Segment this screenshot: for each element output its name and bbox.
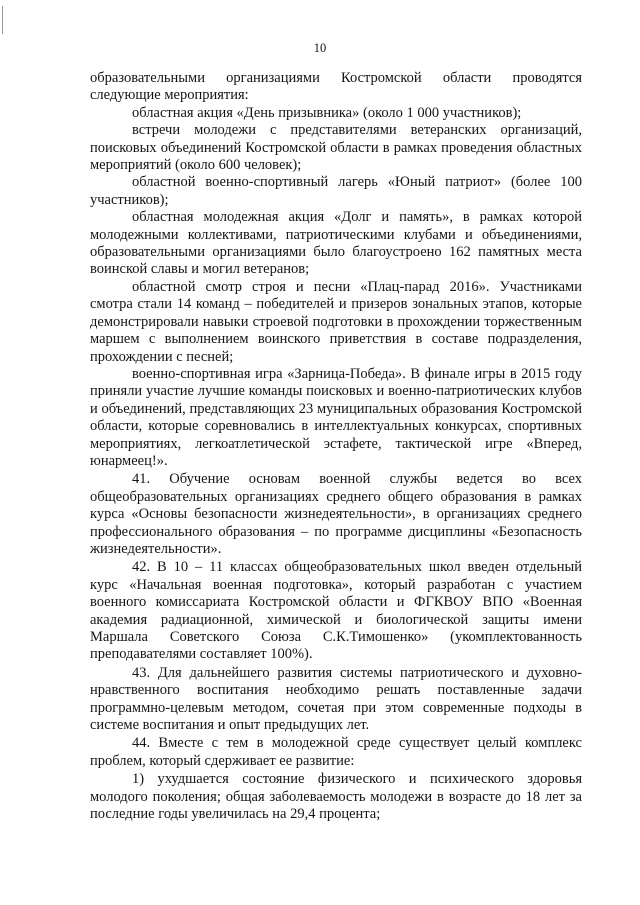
paragraph-41: 41. Обучение основам военной службы ведется во всех общеобразовательных организациях среднего общего образования в рамках курса «Основы безопасности жизнедеятельности», в организациях среднего профессионального образования – по программе дисциплины «Безопасность жизнедеятельности».: [90, 471, 582, 557]
paragraph-young-patriot-camp: областной военно-спортивный лагерь «Юный патриот» (более 100 участников);: [90, 174, 582, 208]
paragraph-intro: образовательными организациями Костромской области проводятся следующие мероприятия:: [90, 70, 582, 104]
paragraph-zarnitsa-game: военно-спортивная игра «Зарница-Победа». В финале игры в 2015 году приняли участие лучшие команды поисковых и военно-патриотических клубов и объединений, представляющих 23 муниципальных образования Костромской области, которые соревновались в интеллектуальных конкурсах, спортивных мероприятиях, легкоатлетической эстафете, тактической игре «Вперед, юнармеец!».: [90, 365, 582, 469]
paragraph-parade-review: областной смотр строя и песни «Плац-парад 2016». Участниками смотра стали 14 команд – победителей и призеров зональных этапов, которые демонстрировали навыки строевой подготовки в прохождении торжественным маршем с выполнением воинского приветствия в составе подразделения, прохождении с песней;: [90, 278, 582, 365]
page-number: 10: [313, 41, 327, 55]
paragraph-44-item-1: 1) ухудшается состояние физического и психического здоровья молодого поколения; общая заболеваемость молодежи в возрасте до 18 лет за последние годы увеличилась на 29,4 процента;: [90, 771, 582, 823]
paragraph-duty-and-memory: областная молодежная акция «Долг и память», в рамках которой молодежными коллективами, патриотическими клубами и объединениями, образовательными организациями было благоустроено 162 памятных места воинской славы и могил ветеранов;: [90, 209, 582, 278]
paragraph-43: 43. Для дальнейшего развития системы патриотического и духовно-нравственного воспитания необходимо решать поставленные задачи программно-целевым методом, сочетая при этом современные подходы в системе воспитания и опыт предыдущих лет.: [90, 664, 582, 734]
scan-edge-mark: [2, 6, 3, 34]
paragraph-veteran-meetings: встречи молодежи с представителями ветеранских организаций, поисковых объединений Костромской области в рамках проведения областных мероприятий (около 600 человек);: [90, 122, 582, 174]
paragraph-44: 44. Вместе с тем в молодежной среде существует целый комплекс проблем, который сдерживает ее развитие:: [90, 735, 582, 769]
document-body: [90, 70, 582, 823]
paragraph-conscript-day: областная акция «День призывника» (около 1 000 участников);: [132, 104, 522, 121]
paragraph-42: 42. В 10 – 11 классах общеобразовательных школ введен отдельный курс «Начальная военная подготовка», который разработан с участием военного комиссариата Костромской области и ФГКВОУ ВПО «Военная академия радиационной, химической и биологической защиты имени Маршала Советского Союза С.К.Тимошенко» (укомплектованность преподавателями составляет 100%).: [90, 559, 582, 663]
